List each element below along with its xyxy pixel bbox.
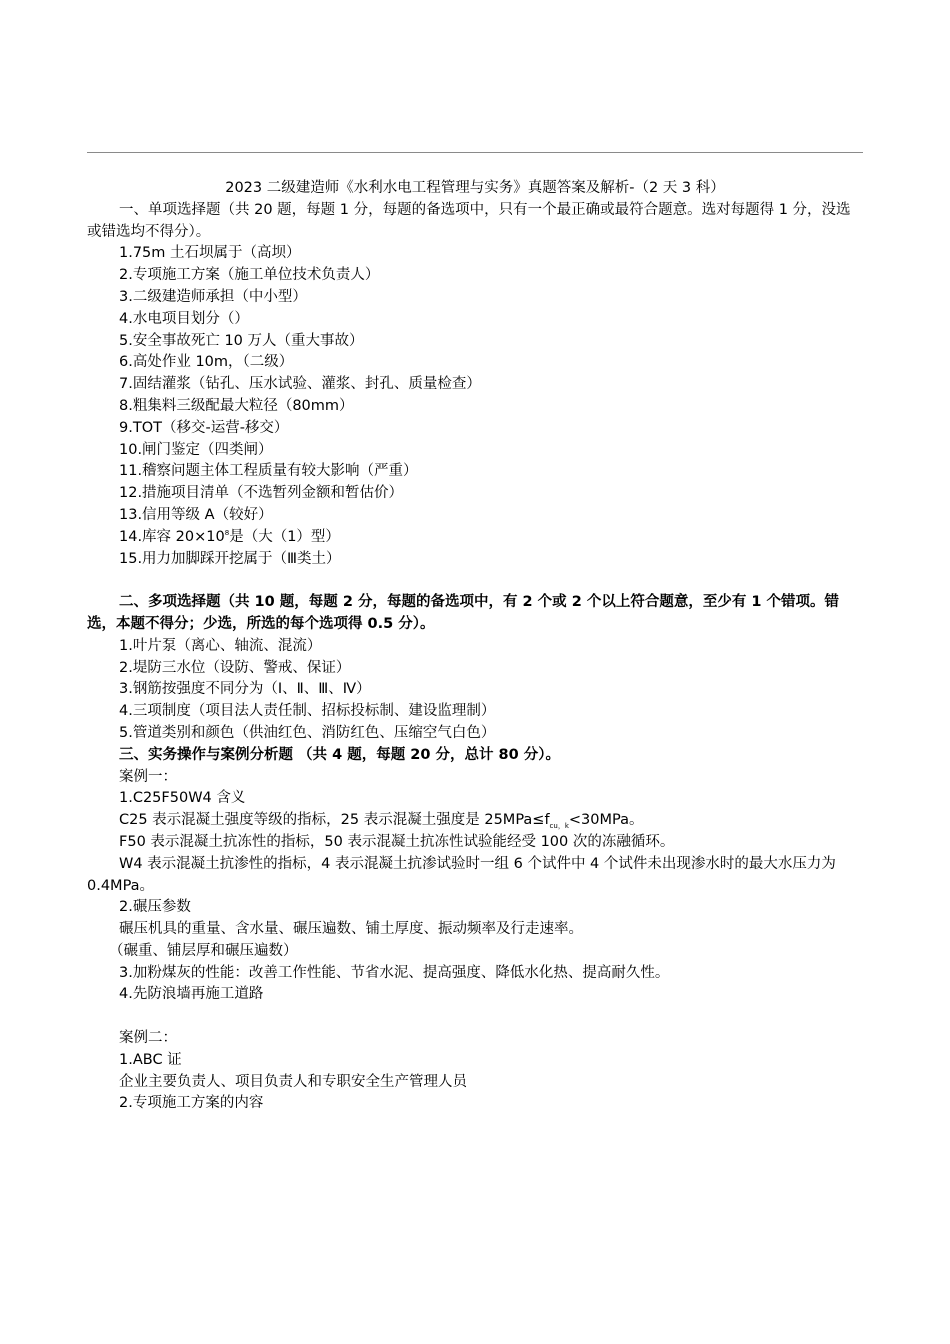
section2-item: 5.管道类别和颜色（供油红色、消防红色、压缩空气白色） bbox=[119, 724, 496, 741]
section1-item: 1.75m 土石坝属于（高坝） bbox=[119, 245, 301, 262]
case2-label: 案例二： bbox=[119, 1030, 177, 1047]
section1-item: 8.粗集料三级配最大粒径（80mm） bbox=[119, 397, 354, 414]
case1-q1: 1.C25F50W4 含义 bbox=[119, 790, 246, 807]
c25-sub: cu，k bbox=[549, 822, 569, 830]
case1-q4: 4.先防浪墙再施工道路 bbox=[119, 986, 264, 1003]
document-title: 2023 二级建造师《水利水电工程管理与实务》真题答案及解析-（2 天 3 科） bbox=[225, 180, 725, 196]
section2-item: 4.三项制度（项目法人责任制、招标投标制、建设监理制） bbox=[119, 703, 496, 720]
section1-item: 15.用力加脚踩开挖属于（Ⅲ类土） bbox=[119, 550, 341, 567]
header-rule bbox=[87, 152, 863, 153]
case1-label: 案例一： bbox=[119, 768, 177, 785]
section1-item: 4.水电项目划分（） bbox=[119, 310, 249, 327]
case1-q3: 3.加粉煤灰的性能：改善工作性能、节省水泥、提高强度、降低水化热、提高耐久性。 bbox=[119, 964, 670, 981]
section3-heading: 三、实务操作与案例分析题 （共 4 题，每题 20 分，总计 80 分）。 bbox=[119, 746, 561, 763]
c25-prefix: C25 表示混凝土强度等级的指标，25 表示混凝土强度是 25MPa≤f bbox=[119, 812, 550, 829]
case1-w4: W4 表示混凝土抗渗性的指标，4 表示混凝土抗渗试验时一组 6 个试件中 4 个试件未出现渗水时的最大水压力为 0.4MPa。 bbox=[87, 855, 836, 894]
section2-item: 3.钢筋按强度不同分为（Ⅰ、Ⅱ、Ⅲ、Ⅳ） bbox=[119, 681, 371, 698]
section1-item: 5.安全事故死亡 10 万人（重大事故） bbox=[119, 332, 364, 349]
section2-item: 1.叶片泵（离心、轴流、混流） bbox=[119, 637, 322, 654]
case2-a1: 企业主要负责人、项目负责人和专职安全生产管理人员 bbox=[119, 1073, 467, 1090]
section1-item: 6.高处作业 10m，（二级） bbox=[119, 354, 294, 371]
case1-c25 bbox=[87, 810, 863, 832]
section2-heading: 二、多项选择题（共 10 题，每题 2 分，每题的备选项中，有 2 个或 2 个以上符合题意，至少有 1 个错项。错选，本题不得分；少选，所选的每个选项得 0.5 分）。 bbox=[87, 594, 840, 632]
section1-item: 9.TOT（移交-运营-移交） bbox=[119, 419, 289, 436]
section1-item: 10.闸门鉴定（四类闸） bbox=[119, 441, 273, 458]
section1-item-14 bbox=[87, 527, 863, 549]
section1-item: 11.稽察问题主体工程质量有较大影响（严重） bbox=[119, 463, 418, 480]
c25-suffix: <30MPa。 bbox=[568, 812, 644, 829]
case1-a2a: 碾压机具的重量、含水量、碾压遍数、铺土厚度、振动频率及行走速率。 bbox=[119, 921, 583, 938]
case1-f50: F50 表示混凝土抗冻性的指标，50 表示混凝土抗冻性试验能经受 100 次的冻融循环。 bbox=[119, 833, 675, 850]
case1-q2: 2.碾压参数 bbox=[119, 899, 191, 916]
section1-item: 12.措施项目清单（不选暂列金额和暂估价） bbox=[119, 485, 404, 502]
item14-sup: 8 bbox=[224, 528, 230, 537]
case2-q1: 1.ABC 证 bbox=[119, 1051, 182, 1068]
section1-item: 3.二级建造师承担（中小型） bbox=[119, 288, 307, 305]
section1-item: 7.固结灌浆（钻孔、压水试验、灌浆、封孔、质量检查） bbox=[119, 376, 481, 393]
section1-item: 2.专项施工方案（施工单位技术负责人） bbox=[119, 267, 380, 284]
item14-prefix: 14.库容 20×10 bbox=[119, 528, 225, 545]
case1-a2b: （碾重、铺层厚和碾压遍数） bbox=[109, 942, 298, 959]
document-body bbox=[87, 178, 863, 1115]
section1-heading: 一、单项选择题（共 20 题，每题 1 分，每题的备选项中，只有一个最正确或最符合题意。选对每题得 1 分，没选或错选均不得分）。 bbox=[87, 201, 851, 240]
section2-item: 2.堤防三水位（设防、警戒、保证） bbox=[119, 659, 351, 676]
case2-q2: 2.专项施工方案的内容 bbox=[119, 1095, 264, 1112]
section1-item: 13.信用等级 A（较好） bbox=[119, 506, 273, 523]
item14-suffix: 是（大（1）型） bbox=[229, 528, 340, 545]
